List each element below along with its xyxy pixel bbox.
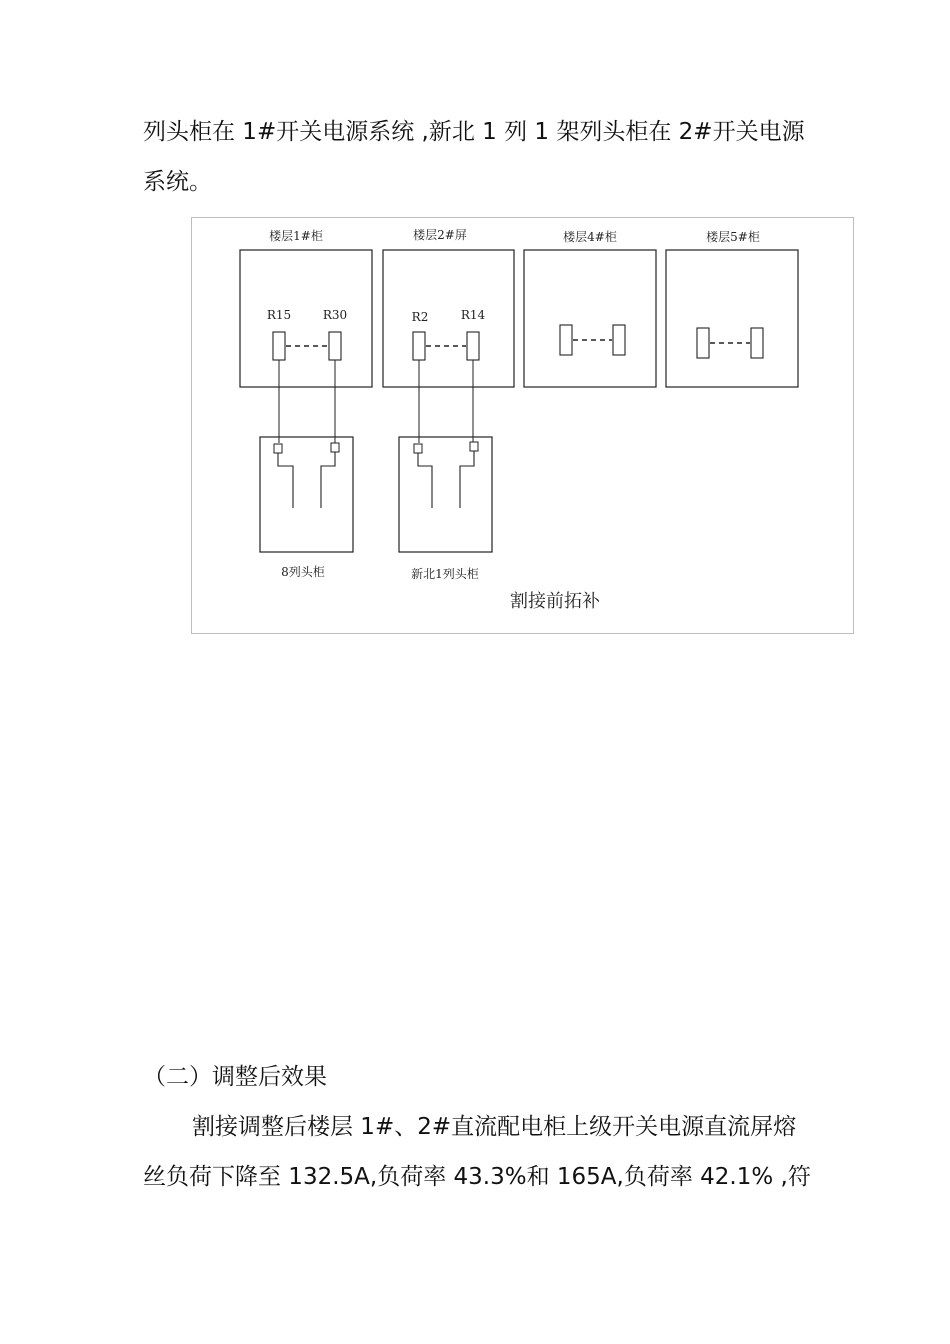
figure-caption: 割接前拓补 — [510, 591, 600, 612]
terminal — [470, 442, 478, 451]
body-line-4: 丝负荷下降至 132.5A,负荷率 43.3%和 165A,负荷率 42.1% ,符 — [143, 1164, 811, 1190]
switch-trace — [460, 451, 474, 508]
label-row-8-head-cabinet: 8列头柜 — [281, 565, 325, 579]
label-r15: R15 — [266, 308, 292, 322]
terminal — [331, 443, 339, 452]
body-line-3: 割接调整后楼层 1#、2#直流配电柜上级开关电源直流屏熔 — [192, 1114, 797, 1140]
label-floor-2-screen: 楼层2#屏 — [413, 228, 467, 242]
label-floor-4-cabinet: 楼层4#柜 — [563, 230, 617, 244]
fuse — [613, 325, 625, 355]
cabinet-floor-5 — [666, 250, 798, 387]
fuse-r15 — [273, 332, 285, 360]
terminal — [274, 444, 282, 453]
label-xinbei-row-1-head-cabinet: 新北1列头柜 — [411, 567, 479, 581]
terminal — [414, 444, 422, 453]
label-floor-5-cabinet: 楼层5#柜 — [706, 230, 760, 244]
fuse — [697, 328, 709, 358]
switch-trace — [321, 452, 335, 508]
topology-diagram — [192, 218, 855, 635]
cabinet-floor-4 — [524, 250, 656, 387]
cabinet-row-8-head — [260, 437, 353, 552]
cabinet-floor-2 — [383, 250, 514, 387]
fuse-r30 — [329, 332, 341, 360]
fuse-r14 — [467, 332, 479, 360]
body-line-2: 系统。 — [143, 169, 212, 195]
fuse-r2 — [413, 332, 425, 360]
switch-trace — [418, 453, 432, 508]
label-r30: R30 — [322, 308, 348, 322]
label-r2: R2 — [411, 310, 429, 324]
fuse — [560, 325, 572, 355]
switch-trace — [278, 453, 293, 508]
fuse — [751, 328, 763, 358]
topology-figure — [191, 217, 854, 634]
cabinet-floor-1 — [240, 250, 372, 387]
label-floor-1-cabinet: 楼层1#柜 — [269, 229, 323, 243]
cabinet-xinbei-row-1-head — [399, 437, 492, 552]
body-line-1: 列头柜在 1#开关电源系统 ,新北 1 列 1 架列头柜在 2#开关电源 — [143, 119, 805, 145]
label-r14: R14 — [460, 308, 486, 322]
section-heading: （二）调整后效果 — [143, 1064, 327, 1090]
